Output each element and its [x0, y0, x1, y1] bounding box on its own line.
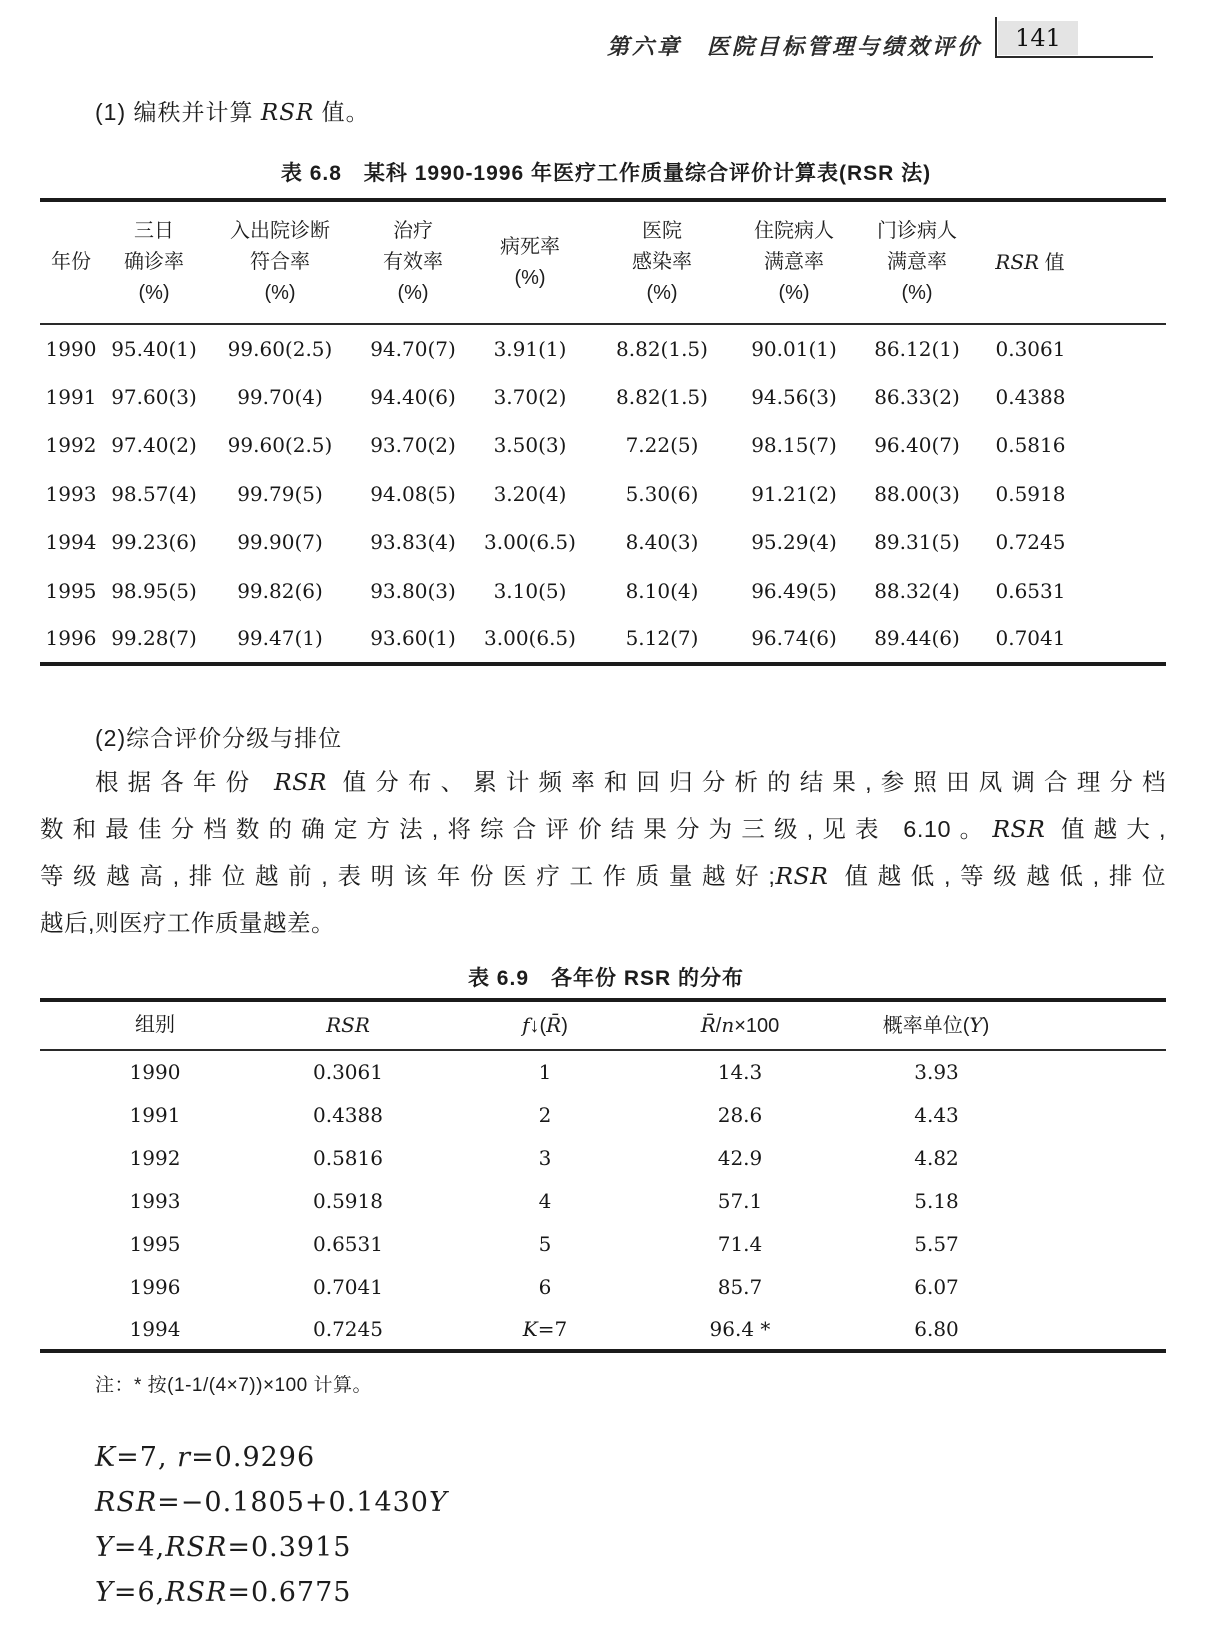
- page-number-box: [998, 21, 1078, 55]
- table-cell: 96.74(6): [751, 626, 837, 651]
- table-row: [40, 1050, 1166, 1093]
- table-row: [40, 567, 1166, 616]
- table-cell: 2: [538, 1102, 552, 1127]
- table-row: [40, 1179, 1166, 1222]
- table-cell: 0.3061: [313, 1060, 383, 1084]
- table-cell: 28.6: [717, 1102, 763, 1127]
- column-header: 门诊病人 满意率 (%): [877, 220, 957, 304]
- table-cell: 5: [538, 1231, 552, 1256]
- table-cell: 3.00(6.5): [484, 530, 576, 555]
- table-cell: 8.10(4): [625, 578, 699, 603]
- table-cell: 5.57: [914, 1231, 959, 1256]
- table-cell: 89.31(5): [874, 530, 960, 555]
- table-cell: 86.12(1): [874, 336, 960, 361]
- table-cell: 6.07: [914, 1274, 959, 1299]
- column-header: 住院病人 满意率 (%): [754, 220, 834, 304]
- table-footnote: 注：* 按(1-1/(4×7))×100 计算。: [95, 1375, 373, 1396]
- table-cell: 0.5816: [313, 1145, 383, 1170]
- table-cell: 91.21(2): [751, 481, 837, 506]
- table-6-8: [40, 198, 1166, 666]
- table-cell: 98.95(5): [111, 578, 197, 603]
- table-cell: 94.56(3): [751, 384, 837, 409]
- formula-block: [95, 1438, 448, 1618]
- formula-line: RSR=−0.1805+0.1430Y: [95, 1487, 448, 1518]
- table-cell: 88.32(4): [874, 578, 960, 603]
- table-cell: 89.44(6): [874, 626, 960, 651]
- table-cell: 1993: [129, 1188, 181, 1213]
- table-6-9-body: [40, 1050, 1166, 1351]
- table-cell: 95.40(1): [111, 336, 197, 361]
- table-cell: 3.70(2): [493, 384, 567, 409]
- table-cell: 8.82(1.5): [616, 336, 708, 361]
- table-cell: 99.23(6): [111, 530, 197, 555]
- paragraph-line: 根据各年份 RSR 值分布、累计频率和回归分析的结果,参照田凤调合理分档: [95, 768, 1166, 796]
- table-cell: 0.7245: [995, 530, 1066, 555]
- column-header: 入出院诊断 符合率 (%): [230, 220, 330, 304]
- column-header: RSR 值: [995, 249, 1065, 274]
- table-cell: 4: [538, 1188, 552, 1213]
- table-row: [40, 324, 1166, 373]
- table-row: [40, 518, 1166, 567]
- column-header: 年份: [51, 251, 91, 273]
- table-cell: 3.00(6.5): [484, 626, 576, 651]
- table-cell: 99.28(7): [111, 626, 197, 651]
- table-row: [40, 1265, 1166, 1308]
- table-cell: 0.7245: [313, 1316, 383, 1341]
- table-cell: 14.3: [717, 1060, 763, 1084]
- quality-evaluation-table: [40, 198, 1166, 666]
- table-cell: 6.80: [914, 1316, 959, 1341]
- table-6-8-header: [40, 200, 1166, 324]
- table-cell: 1995: [129, 1231, 181, 1256]
- table-cell: 3.10(5): [493, 578, 567, 603]
- table-row: [40, 1093, 1166, 1136]
- table-cell: 1991: [45, 384, 97, 409]
- table-cell: 0.5918: [313, 1188, 383, 1213]
- table-cell: 5.30(6): [625, 481, 699, 506]
- table-cell: 8.82(1.5): [616, 384, 708, 409]
- table-cell: 7.22(5): [625, 433, 699, 458]
- table-cell: 93.80(3): [370, 578, 456, 603]
- column-header: 治疗 有效率 (%): [383, 220, 443, 304]
- table-row: [40, 615, 1166, 664]
- table-cell: 94.40(6): [370, 384, 456, 409]
- table-cell: 1993: [45, 481, 97, 506]
- chapter-title: 第六章 医院目标管理与绩效评价: [606, 34, 982, 59]
- formula-line: Y=4,RSR=0.3915: [95, 1532, 352, 1563]
- table-cell: 99.90(7): [237, 530, 323, 555]
- table-cell: 1996: [129, 1274, 181, 1299]
- table-cell: 1990: [129, 1060, 181, 1084]
- table-cell: 5.18: [914, 1188, 959, 1213]
- table-cell: 1992: [45, 433, 97, 458]
- table-cell: 1994: [45, 530, 97, 555]
- table-cell: 0.4388: [313, 1102, 383, 1127]
- column-header: 三日 确诊率 (%): [124, 220, 184, 304]
- table-cell: 94.70(7): [370, 336, 456, 361]
- table-cell: 0.5918: [995, 481, 1066, 506]
- table-cell: 3.50(3): [493, 433, 567, 458]
- table-cell: 3.20(4): [493, 481, 567, 506]
- table-cell: 5.12(7): [625, 626, 699, 651]
- column-header: 医院 感染率 (%): [632, 220, 692, 304]
- table-6-8-body: [40, 324, 1166, 664]
- table-cell: 1996: [45, 626, 97, 651]
- table-cell: 99.60(2.5): [227, 433, 333, 458]
- table-cell: 93.83(4): [370, 530, 456, 555]
- header-vertical-rule: [995, 17, 997, 58]
- column-header: 概率单位(Y): [882, 1012, 990, 1037]
- paragraph-line: 等级越高,排位越前,表明该年份医疗工作质量越好;RSR 值越低,等级越低,排位: [40, 862, 1166, 890]
- table-cell: 86.33(2): [874, 384, 960, 409]
- table-cell: 1992: [129, 1145, 181, 1170]
- formula-line: K=7, r=0.9296: [95, 1442, 316, 1473]
- table-cell: 99.60(2.5): [227, 336, 333, 361]
- table-cell: 1991: [129, 1102, 181, 1127]
- table-cell: 96.49(5): [751, 578, 837, 603]
- table-cell: 1: [538, 1060, 552, 1084]
- table-cell: 4.43: [914, 1102, 959, 1127]
- table-6-9-title: 表 6.9 各年份 RSR 的分布: [467, 967, 745, 990]
- column-header: f↓(R̄): [522, 1012, 568, 1037]
- table-cell: 0.5816: [995, 433, 1066, 458]
- table-cell: 0.7041: [995, 626, 1066, 651]
- table-row: [40, 373, 1166, 422]
- table-cell: K=7: [522, 1316, 568, 1341]
- table-row: [40, 1308, 1166, 1351]
- table-cell: 85.7: [717, 1274, 763, 1299]
- table-cell: 3.93: [914, 1060, 959, 1084]
- page-number: 141: [1015, 24, 1061, 52]
- table-cell: 90.01(1): [751, 336, 837, 361]
- table-row: [40, 1222, 1166, 1265]
- table-cell: 99.70(4): [237, 384, 323, 409]
- table-cell: 42.9: [717, 1145, 763, 1170]
- table-cell: 1994: [129, 1316, 181, 1341]
- table-cell: 8.40(3): [625, 530, 699, 555]
- table-cell: 94.08(5): [370, 481, 456, 506]
- column-header: R̄/n×100: [700, 1012, 780, 1037]
- body-paragraph: [40, 762, 1166, 950]
- table-cell: 99.82(6): [237, 578, 323, 603]
- table-cell: 0.6531: [313, 1231, 383, 1256]
- table-cell: 71.4: [717, 1231, 763, 1256]
- table-cell: 99.47(1): [237, 626, 323, 651]
- table-cell: 0.6531: [995, 578, 1066, 603]
- table-cell: 0.7041: [313, 1274, 383, 1299]
- table-cell: 3: [538, 1145, 552, 1170]
- table-cell: 96.4 *: [709, 1316, 771, 1341]
- column-header: 病死率 (%): [500, 235, 560, 289]
- table-cell: 99.79(5): [237, 481, 323, 506]
- formula-line: Y=6,RSR=0.6775: [95, 1577, 352, 1608]
- table-cell: 6: [538, 1274, 552, 1299]
- table-cell: 4.82: [914, 1145, 959, 1170]
- table-row: [40, 470, 1166, 519]
- table-cell: 1995: [45, 578, 97, 603]
- column-header: RSR: [326, 1012, 370, 1037]
- table-cell: 1990: [45, 336, 97, 361]
- table-cell: 3.91(1): [493, 336, 567, 361]
- table-cell: 98.57(4): [111, 481, 197, 506]
- rsr-distribution-table: [40, 998, 1166, 1353]
- table-row: [40, 1136, 1166, 1179]
- table-cell: 97.60(3): [111, 384, 197, 409]
- table-row: [40, 421, 1166, 470]
- table-6-9-header: [40, 1000, 1166, 1050]
- table-cell: 0.4388: [995, 384, 1066, 409]
- table-cell: 95.29(4): [751, 530, 837, 555]
- table-6-8-title: 表 6.8 某科 1990-1996 年医疗工作质量综合评价计算表(RSR 法): [280, 162, 932, 185]
- table-cell: 97.40(2): [111, 433, 197, 458]
- table-cell: 93.60(1): [370, 626, 456, 651]
- paragraph-line: 数和最佳分档数的确定方法,将综合评价结果分为三级,见表 6.10。RSR 值越大,: [40, 815, 1167, 843]
- table-cell: 98.15(7): [751, 433, 837, 458]
- paragraph-line: 越后,则医疗工作质量越差。: [40, 910, 336, 936]
- table-6-9: [40, 998, 1166, 1353]
- table-cell: 57.1: [717, 1188, 763, 1213]
- section-2-heading: (2)综合评价分级与排位: [95, 725, 343, 751]
- table-cell: 96.40(7): [874, 433, 960, 458]
- table-cell: 93.70(2): [370, 433, 456, 458]
- section-1-heading: (1) 编秩并计算 RSR 值。: [95, 99, 370, 126]
- header-horizontal-rule: [995, 56, 1153, 58]
- column-header: 组别: [135, 1014, 175, 1036]
- table-cell: 0.3061: [995, 336, 1066, 361]
- table-cell: 88.00(3): [874, 481, 960, 506]
